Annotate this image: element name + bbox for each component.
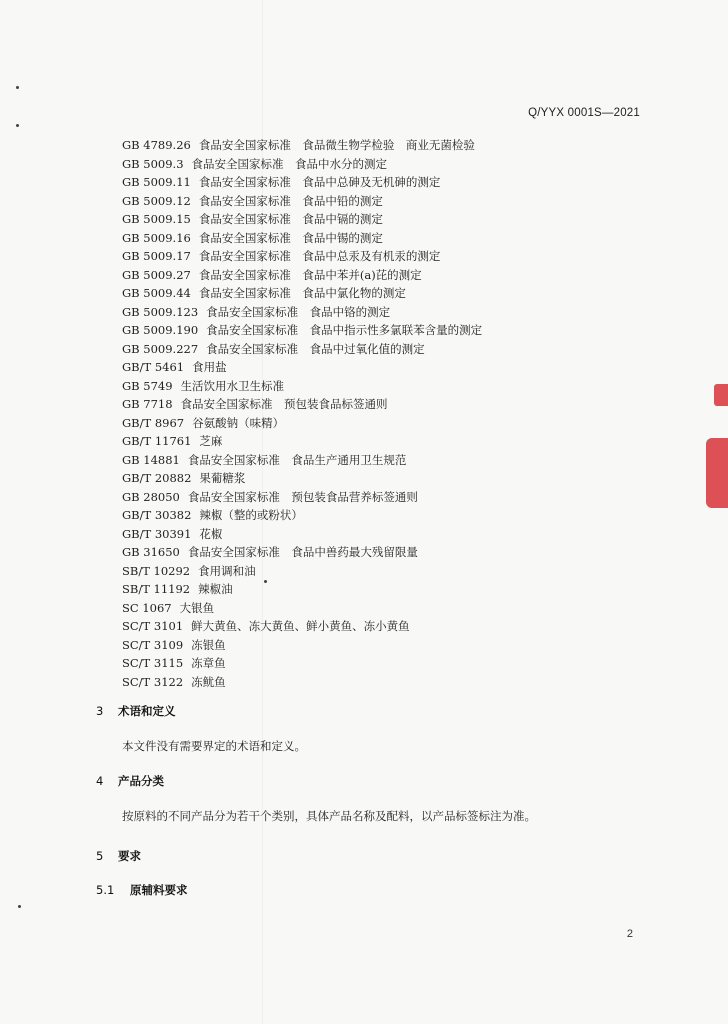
reference-code: GB/T 8967 — [122, 415, 185, 430]
reference-title: 食品安全国家标准 食品中氯化物的测定 — [198, 286, 406, 300]
reference-code: SC/T 3115 — [122, 656, 184, 670]
reference-item — [122, 562, 482, 581]
reference-item — [122, 469, 482, 488]
section-5-1-heading — [96, 882, 188, 898]
reference-item — [122, 321, 482, 340]
reference-title: 食品安全国家标准 食品中兽药最大残留限量 — [187, 545, 418, 559]
reference-title: 食品安全国家标准 食品中锡的测定 — [198, 230, 383, 245]
reference-title: 食品安全国家标准 预包装食品标签通则 — [180, 397, 388, 411]
reference-title: 鲜大黄鱼、冻大黄鱼、鲜小黄鱼、冻小黄鱼 — [191, 619, 410, 633]
reference-item — [122, 247, 482, 266]
reference-title: 辣椒（整的或粉状） — [199, 508, 303, 522]
reference-title: 食品安全国家标准 食品中铬的测定 — [206, 304, 391, 319]
section-number: 5 — [96, 849, 104, 863]
section-title: 要求 — [118, 849, 141, 863]
reference-item — [122, 266, 482, 285]
reference-title: 食用盐 — [192, 360, 227, 374]
reference-title: 食用调和油 — [198, 563, 256, 578]
reference-title: 辣椒油 — [198, 582, 233, 596]
section-number: 3 — [96, 704, 104, 718]
reference-code: GB 5009.15 — [122, 212, 191, 226]
reference-item — [122, 303, 482, 322]
section-title: 产品分类 — [118, 774, 164, 788]
reference-item — [122, 543, 482, 562]
reference-title: 食品安全国家标准 食品中镉的测定 — [198, 212, 383, 226]
reference-title: 冻章鱼 — [191, 656, 226, 670]
reference-title: 芝麻 — [199, 434, 223, 448]
reference-code: GB 5009.27 — [122, 267, 191, 282]
reference-code: GB 5749 — [122, 378, 173, 393]
section-4-body: 按原料的不同产品分为若干个类别，具体产品名称及配料，以产品标签标注为准。 — [122, 809, 536, 823]
reference-code: SB/T 11192 — [122, 582, 191, 596]
section-3-heading — [96, 703, 176, 719]
reference-item — [122, 580, 482, 599]
section-title: 术语和定义 — [118, 704, 176, 718]
reference-item — [122, 395, 482, 414]
reference-title: 食品安全国家标准 食品微生物学检验 商业无菌检验 — [198, 138, 475, 152]
reference-code: GB 4789.26 — [122, 138, 191, 152]
reference-title: 食品安全国家标准 食品中总砷及无机砷的测定 — [198, 175, 441, 189]
reference-item — [122, 488, 482, 507]
reference-code: SB/T 10292 — [122, 563, 191, 578]
scan-speck — [16, 86, 19, 89]
reference-item — [122, 451, 482, 470]
section-3-body: 本文件没有需要界定的术语和定义。 — [122, 739, 306, 753]
reference-code: GB 5009.3 — [122, 156, 184, 171]
reference-title: 食品安全国家标准 食品中苯并(a)芘的测定 — [198, 267, 422, 282]
reference-title: 食品安全国家标准 食品中指示性多氯联苯含量的测定 — [206, 323, 483, 337]
reference-title: 食品安全国家标准 食品中过氧化值的测定 — [206, 341, 425, 356]
document-code: Q/YYX 0001S—2021 — [528, 107, 640, 119]
reference-title: 生活饮用水卫生标准 — [180, 378, 285, 393]
reference-title: 冻银鱼 — [191, 637, 226, 652]
scan-speck — [264, 580, 267, 583]
reference-code: GB 31650 — [122, 545, 180, 559]
reference-code: GB 5009.44 — [122, 286, 191, 300]
reference-code: SC/T 3101 — [122, 619, 184, 633]
reference-item — [122, 155, 482, 174]
reference-item — [122, 340, 482, 359]
reference-code: GB 5009.16 — [122, 230, 191, 245]
reference-code: GB 5009.227 — [122, 341, 199, 356]
reference-title: 果葡糖浆 — [199, 471, 246, 485]
scan-speck — [18, 905, 21, 908]
scan-speck — [16, 124, 19, 127]
seal-stamp-edge — [706, 438, 728, 508]
section-4-heading — [96, 773, 164, 789]
page-number: 2 — [626, 928, 633, 940]
section-5-heading — [96, 848, 141, 864]
reference-item — [122, 136, 482, 155]
seal-stamp-edge — [714, 384, 728, 406]
reference-title: 食品安全国家标准 食品中铅的测定 — [198, 193, 383, 208]
reference-code: SC/T 3109 — [122, 637, 184, 652]
reference-code: GB 5009.123 — [122, 304, 199, 319]
reference-code: GB 14881 — [122, 452, 180, 467]
normative-references-list — [122, 136, 482, 691]
section-title: 原辅料要求 — [130, 883, 188, 897]
reference-item — [122, 210, 482, 229]
reference-item — [122, 173, 482, 192]
reference-item — [122, 636, 482, 655]
reference-code: SC 1067 — [122, 600, 172, 615]
reference-item — [122, 414, 482, 433]
reference-item — [122, 599, 482, 618]
reference-item — [122, 506, 482, 525]
reference-code: GB 5009.12 — [122, 193, 191, 208]
reference-item — [122, 377, 482, 396]
reference-item — [122, 192, 482, 211]
reference-code: GB/T 30391 — [122, 526, 192, 541]
reference-title: 食品安全国家标准 食品中水分的测定 — [191, 156, 388, 171]
reference-title: 食品安全国家标准 食品中总汞及有机汞的测定 — [198, 249, 441, 263]
reference-item — [122, 229, 482, 248]
reference-item — [122, 617, 482, 636]
reference-item — [122, 525, 482, 544]
reference-code: GB/T 20882 — [122, 471, 192, 485]
reference-code: GB 5009.190 — [122, 323, 199, 337]
reference-code: GB/T 30382 — [122, 508, 192, 522]
reference-code: GB 7718 — [122, 397, 173, 411]
reference-title: 花椒 — [199, 526, 223, 541]
reference-item — [122, 654, 482, 673]
reference-code: GB 5009.11 — [122, 175, 191, 189]
reference-code: SC/T 3122 — [122, 674, 184, 689]
reference-title: 谷氨酸钠（味精） — [192, 415, 285, 430]
reference-code: GB/T 5461 — [122, 360, 185, 374]
reference-code: GB/T 11761 — [122, 434, 192, 448]
reference-item — [122, 432, 482, 451]
reference-title: 食品安全国家标准 食品生产通用卫生规范 — [187, 452, 407, 467]
section-number: 5.1 — [96, 883, 115, 897]
reference-title: 大银鱼 — [179, 600, 215, 615]
reference-item — [122, 284, 482, 303]
reference-title: 冻鱿鱼 — [191, 674, 226, 689]
reference-code: GB 28050 — [122, 489, 180, 504]
section-number: 4 — [96, 774, 104, 788]
reference-code: GB 5009.17 — [122, 249, 191, 263]
reference-item — [122, 673, 482, 692]
reference-title: 食品安全国家标准 预包装食品营养标签通则 — [187, 489, 418, 504]
reference-item — [122, 358, 482, 377]
